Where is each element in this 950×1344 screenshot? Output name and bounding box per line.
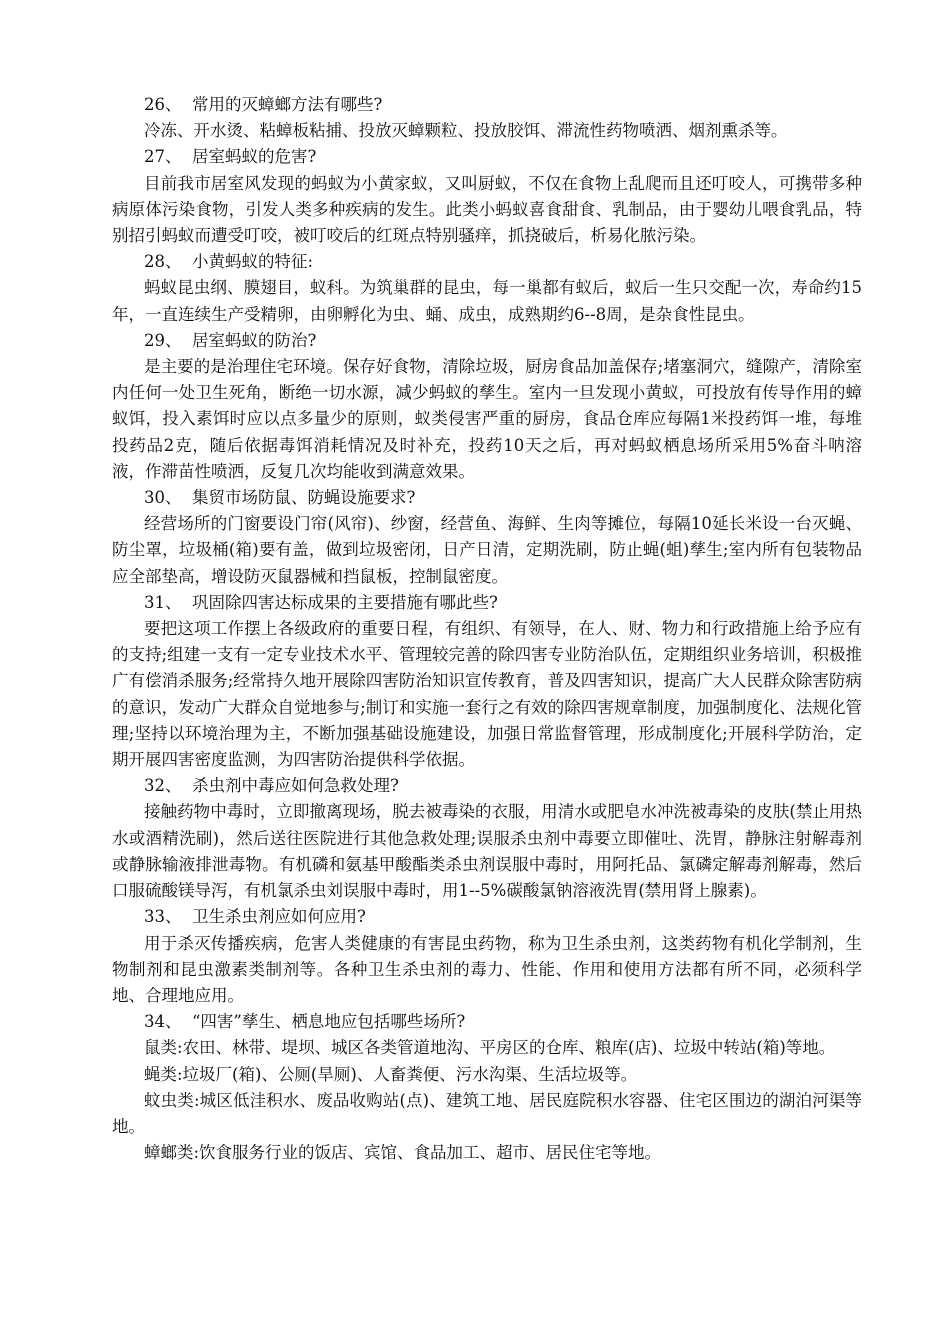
question-heading: 34、 “四害”孳生、栖息地应包括哪些场所? — [144, 1012, 466, 1032]
answer-paragraph: 是主要的是治理住宅环境。保存好食物，清除垃圾，厨房食品加盖保存;堵塞洞穴，缝隙产，清除室内任何一处卫生死角，断绝一切水源，减少蚂蚁的孳生。室内一旦发现小黄蚁，可投放有传导作用的蟑蚁饵，投入素饵时应以点多量少的原则，蚁类侵害严重的厨房，食品仓库应每隔1米投药饵一堆，每堆投药品2克，随后依据毒饵消耗情况及时补充，投药10天之后，再对蚂蚁栖息场所采用5%奋斗呐溶液，作滞苗性喷洒，反复几次均能收到满意效果。 — [112, 357, 862, 481]
question-heading: 32、 杀虫剂中毒应如何急救处理? — [144, 776, 399, 796]
answer-paragraph: 冷冻、开水烫、粘蟑板粘捕、投放灭蟑颗粒、投放胶饵、滞流性药物喷洒、烟剂熏杀等。 — [144, 121, 788, 141]
answer-paragraph: 用于杀灭传播疾病，危害人类健康的有害昆虫药物，称为卫生杀虫剂，这类药物有机化学制剂，生物制剂和昆虫激素类制剂等。各种卫生杀虫剂的毒力、性能、作用和使用方法都有所不同，必须科学地、合理地应用。 — [112, 933, 862, 1005]
question-heading: 31、 巩固除四害达标成果的主要措施有哪此些? — [144, 592, 498, 612]
answer-paragraph: 蚂蚁昆虫纲、膜翅目，蚁科。为筑巢群的昆虫，每一巢都有蚁后，蚁后一生只交配一次，寿命约15年，一直连续生产受精卵，由卵孵化为虫、蛹、成虫，成熟期约6--8周，是杂食性昆虫。 — [112, 278, 862, 324]
document-body — [112, 92, 862, 1166]
question-heading: 30、 集贸市场防鼠、防蝇设施要求? — [144, 488, 416, 508]
answer-paragraph: 目前我市居室风发现的蚂蚁为小黄家蚁，又叫厨蚁，不仅在食物上乱爬而且还叮咬人，可携带多种病原体污染食物，引发人类多种疾病的发生。此类小蚂蚁喜食甜食、乳制品，由于婴幼儿喂食乳品，特别招引蚂蚁而遭受叮咬，被叮咬后的红斑点特别骚痒，抓挠破后，析易化脓污染。 — [112, 173, 862, 246]
question-heading: 27、 居室蚂蚁的危害? — [144, 147, 317, 167]
answer-paragraph: 经营场所的门窗要设门帘(风帘)、纱窗，经营鱼、海鲜、生肉等摊位，每隔10延长米设一台灭蝇、防尘罩，垃圾桶(箱)要有盖，做到垃圾密闭，日产日清，定期洗刷，防止蝇(蛆)孳生;室内所有包装物品应全部垫高，增设防灭鼠器械和挡鼠板，控制鼠密度。 — [112, 514, 862, 586]
answer-paragraph: 接触药物中毒时，立即撤离现场，脱去被毒染的衣服，用清水或肥皂水冲洗被毒染的皮肤(禁止用热水或酒精洗刷)，然后送往医院进行其他急救处理;误服杀虫剂中毒要立即催吐、洗胃，静脉注射解毒剂或静脉输液排泄毒物。有机磷和氨基甲酸酯类杀虫剂误服中毒时，用阿托品、氯磷定解毒剂解毒，然后口服硫酸镁导泻，有机氯杀虫刘误服中毒时，用1--5%碳酸氯钠溶液洗胃(禁用肾上腺素)。 — [112, 802, 862, 901]
answer-paragraph: 要把这项工作摆上各级政府的重要日程，有组织、有领导，在人、财、物力和行政措施上给予应有的支持;组建一支有一定专业技术水平、管理较完善的除四害专业防治队伍，定期组织业务培训，积极推广有偿消杀服务;经常持久地开展除四害防治知识宣传教育，普及四害知识，提高广大人民群众除害防病的意识，发动广大群众自觉地参与;制订和实施一套行之有效的除四害规章制度，加强制度化、法规化管理;坚持以环境治理为主，不断加强基础设施建设，加强日常监督管理，形成制度化;开展科学防治，定期开展四害密度监测，为四害防治提供科学依据。 — [112, 619, 862, 770]
answer-paragraph: 蝇类:垃圾厂(箱)、公厕(旱厕)、人畜粪便、污水沟渠、生活垃圾等。 — [144, 1064, 638, 1084]
question-heading: 33、 卫生杀虫剂应如何应用? — [144, 907, 366, 927]
question-heading: 29、 居室蚂蚁的防治? — [144, 330, 317, 350]
answer-paragraph: 鼠类:农田、林带、堤坝、城区各类管道地沟、平房区的仓库、粮库(店)、垃圾中转站(箱)等地。 — [144, 1038, 836, 1058]
answer-paragraph: 蟑螂类:饮食服务行业的饭店、宾馆、食品加工、超市、居民住宅等地。 — [144, 1143, 662, 1163]
question-heading: 28、 小黄蚂蚁的特征: — [144, 252, 314, 272]
question-heading: 26、 常用的灭蟑螂方法有哪些? — [144, 95, 383, 114]
answer-paragraph: 蚊虫类:城区低洼积水、废品收购站(点)、建筑工地、居民庭院积水容器、住宅区围边的湖泊河渠等地。 — [112, 1090, 862, 1136]
